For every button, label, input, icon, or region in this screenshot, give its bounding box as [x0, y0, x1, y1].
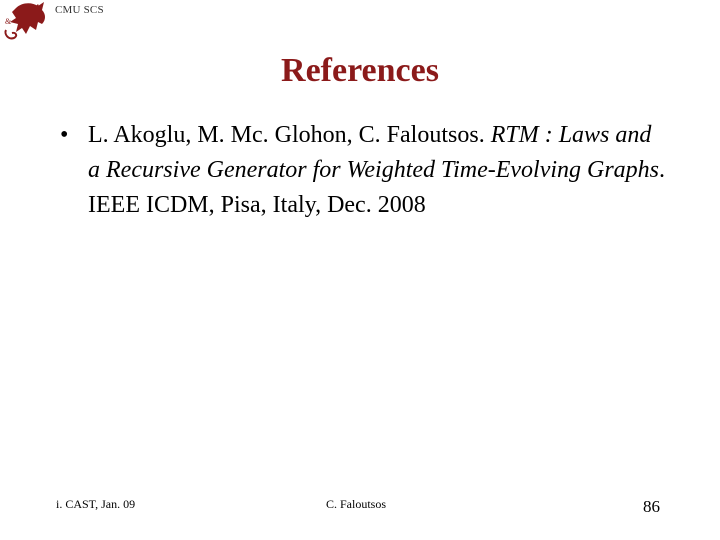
svg-text:&: & — [5, 17, 12, 26]
bullet-icon: • — [60, 122, 69, 148]
reference-item — [88, 118, 668, 223]
page-number: 86 — [643, 497, 660, 516]
griffin-logo-icon — [2, 0, 48, 42]
school-label: CMU SCS — [55, 4, 104, 16]
reference-title: RTM : Laws and a Recursive Generator for Weighted Time-Evolving Graphs — [88, 122, 660, 183]
footer-author: C. Faloutsos — [326, 497, 387, 511]
footer-event: i. CAST, Jan. 09 — [56, 497, 136, 511]
reference-venue: . IEEE ICDM, Pisa, Italy, Dec. 2008 — [88, 157, 666, 218]
reference-authors: L. Akoglu, M. Mc. Glohon, C. Faloutsos. — [88, 122, 485, 148]
slide-title: References — [281, 52, 439, 89]
